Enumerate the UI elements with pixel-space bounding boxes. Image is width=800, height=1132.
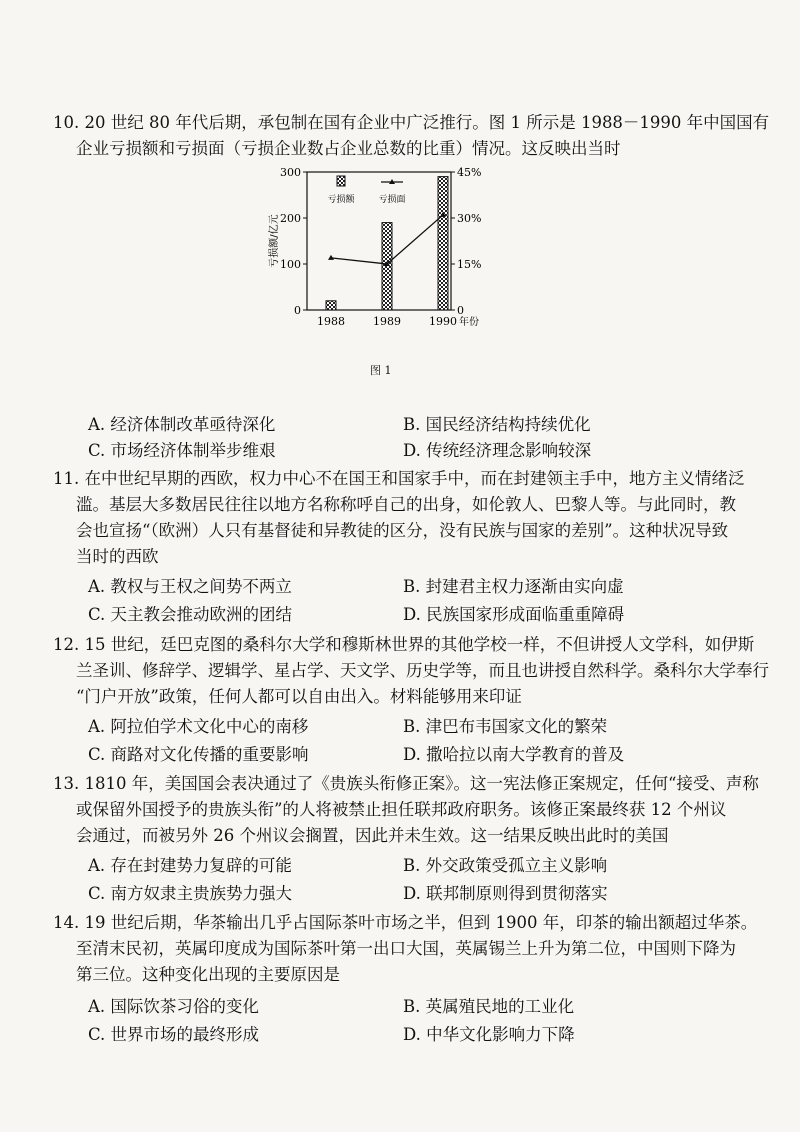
q12-line-1: 12. 15 世纪，廷巴克图的桑科尔大学和穆斯林世界的其他学校一样，不但讲授人文学科，如伊斯: [53, 635, 755, 654]
q10-option-b[interactable]: B. 国民经济结构持续优化: [403, 415, 591, 434]
y-tick-label: 300: [280, 166, 301, 179]
q13-line-1: 13. 1810 年，美国国会表决通过了《贵族头衔修正案》。这一宪法修正案规定，任何“接受、声称: [53, 774, 759, 793]
y-tick-label: 100: [280, 258, 301, 271]
q12-option-c[interactable]: C. 商路对文化传播的重要影响: [88, 745, 309, 764]
q12-option-d[interactable]: D. 撒哈拉以南大学教育的普及: [403, 745, 625, 764]
y2-tick-label: 45%: [457, 166, 482, 179]
q10-option-c[interactable]: C. 市场经济体制举步维艰: [88, 441, 276, 460]
q11-line-4: 当时的西欧: [76, 547, 159, 566]
q10-option-d[interactable]: D. 传统经济理念影响较深: [403, 441, 592, 460]
q13-option-d[interactable]: D. 联邦制原则得到贯彻落实: [403, 884, 608, 903]
q11-option-b[interactable]: B. 封建君主权力逐渐由实向虚: [403, 577, 624, 596]
q12-option-a[interactable]: A. 阿拉伯学术文化中心的南移: [88, 717, 309, 736]
chart-figure-1: [255, 160, 515, 335]
q13-line-3: 会通过，而被另外 26 个州议会搁置，因此并未生效。这一结果反映出此时的美国: [76, 826, 669, 845]
q12-line-3: “门户开放”政策，任何人都可以自由出入。材料能够用来印证: [76, 687, 522, 706]
line-point-1988: [328, 255, 334, 260]
x-tick-label: 1990: [429, 315, 457, 328]
q14-option-b[interactable]: B. 英属殖民地的工业化: [403, 997, 575, 1016]
q14-line-1: 14. 19 世纪后期，华茶输出几乎占国际茶叶市场之半，但到 1900 年，印茶的输出额超过华茶。: [53, 913, 758, 932]
q14-option-a[interactable]: A. 国际饮茶习俗的变化: [88, 997, 259, 1016]
q13-option-c[interactable]: C. 南方奴隶主贵族势力强大: [88, 884, 293, 903]
q11-option-a[interactable]: A. 教权与王权之间势不两立: [88, 577, 292, 596]
legend-line-label: 亏损面: [378, 195, 406, 205]
q14-option-c[interactable]: C. 世界市场的最终形成: [88, 1025, 260, 1044]
q12-line-2: 兰圣训、修辞学、逻辑学、星占学、天文学、历史学等，而且也讲授自然科学。桑科尔大学奉行: [76, 661, 769, 680]
q10-option-a[interactable]: A. 经济体制改革亟待深化: [88, 415, 276, 434]
q13-line-2: 或保留外国授予的贵族头衔”的人将被禁止担任联邦政府职务。该修正案最终获 12 个州议: [76, 800, 727, 819]
q10-line-1: 10. 20 世纪 80 年代后期，承包制在国有企业中广泛推行。图 1 所示是 1988－1990 年中国国有: [53, 113, 770, 132]
y2-tick-label: 30%: [457, 212, 482, 225]
y-tick-label: 0: [294, 304, 301, 317]
q14-line-3: 第三位。这种变化出现的主要原因是: [76, 965, 340, 984]
q14-option-d[interactable]: D. 中华文化影响力下降: [403, 1025, 575, 1044]
q12-option-b[interactable]: B. 津巴布韦国家文化的繁荣: [403, 717, 608, 736]
legend-bar-label: 亏损额: [327, 195, 355, 205]
q11-option-d[interactable]: D. 民族国家形成面临重重障碍: [403, 605, 625, 624]
figure-caption: 图 1: [370, 364, 392, 377]
bar-1988: [326, 301, 336, 310]
y2-tick-label: 0: [457, 304, 464, 317]
q14-line-2: 至清末民初，英属印度成为国际茶叶第一出口大国，英属锡兰上升为第二位，中国则下降为: [76, 939, 736, 958]
q13-option-b[interactable]: B. 外交政策受孤立主义影响: [403, 856, 608, 875]
x-tick-label: 1988: [317, 315, 345, 328]
bar-1989: [382, 223, 392, 310]
x-tick-label: 1989: [373, 315, 401, 328]
x-axis-unit: 年份: [459, 317, 479, 328]
plot-frame: [307, 172, 451, 310]
y-tick-label: 200: [280, 212, 301, 225]
legend-bar-swatch: [337, 176, 345, 186]
q11-line-1: 11. 在中世纪早期的西欧，权力中心不在国王和国家手中，而在封建领主手中，地方主义情绪泛: [53, 469, 745, 488]
q10-line-2: 企业亏损额和亏损面（亏损企业数占企业总数的比重）情况。这反映出当时: [76, 139, 621, 158]
q13-option-a[interactable]: A. 存在封建势力复辟的可能: [88, 856, 292, 875]
bar-1990: [438, 177, 448, 310]
q11-line-3: 会也宣扬“（欧洲）人只有基督徒和异教徒的区分，没有民族与国家的差别”。这种状况导致: [76, 521, 729, 540]
chart-svg: [255, 160, 515, 335]
y2-tick-label: 15%: [457, 258, 482, 271]
q11-line-2: 滥。基层大多数居民往往以地方名称称呼自己的出身，如伦敦人、巴黎人等。与此同时，教: [76, 495, 736, 514]
y-axis-label: 亏损额/亿元: [269, 214, 280, 268]
q11-option-c[interactable]: C. 天主教会推动欧洲的团结: [88, 605, 293, 624]
